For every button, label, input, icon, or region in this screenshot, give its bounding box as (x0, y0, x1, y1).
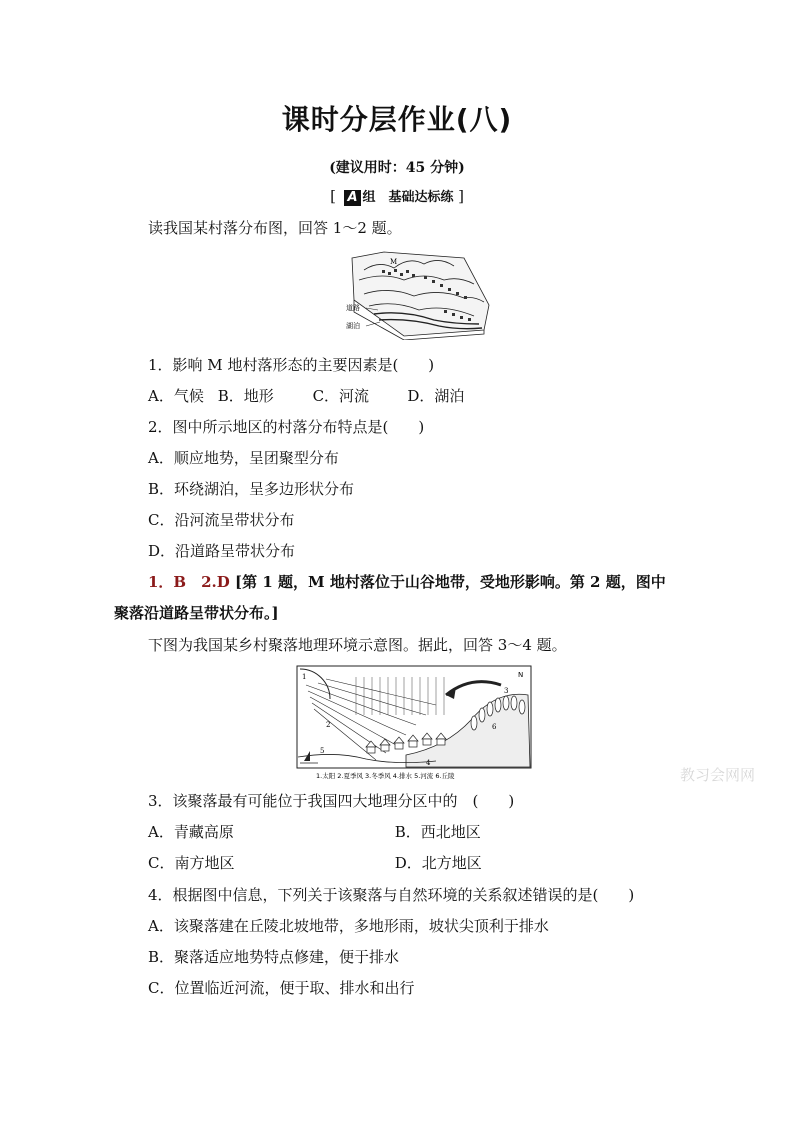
intro-q1-2: 读我国某村落分布图，回答 1～2 题。 (148, 219, 402, 237)
group-label: 组 基础达标练 (362, 190, 454, 205)
village-distribution-figure (344, 250, 494, 340)
figure1-label-lake: 湖泊 (346, 322, 360, 330)
figure2-caption: 1.太阳 2.夏季风 3.冬季风 4.排水 5.河流 6.丘陵 (316, 772, 455, 780)
q3-options-row1 (148, 821, 481, 842)
q3-option-c: C．南方地区 (148, 854, 235, 872)
q3-options-row2 (148, 852, 482, 873)
question-4-stem: 4．根据图中信息，下列关于该聚落与自然环境的关系叙述错误的是( ) (148, 886, 635, 904)
figure2-num-3: 3 (504, 687, 509, 695)
q2-option-d: D．沿道路呈带状分布 (148, 542, 296, 560)
q2-option-a: A．顺应地势，呈团聚型分布 (148, 449, 339, 467)
q3-option-a: A．青藏高原 (148, 823, 234, 841)
q4-option-c: C．位置临近河流，便于取、排水和出行 (148, 979, 415, 997)
answer-explanation-line1: [第 1 题，M 地村落位于山谷地带，受地形影响。第 2 题，图中 (235, 573, 666, 591)
watermark: 教习会网网 (680, 766, 756, 784)
q4-option-b: B．聚落适应地势特点修建，便于排水 (148, 948, 400, 966)
figure1-label-road: 道路 (346, 304, 360, 312)
q1-option-b: B．地形 (217, 387, 274, 405)
q4-option-a: A．该聚落建在丘陵北坡地带，多地形雨，坡状尖顶利于排水 (148, 917, 549, 935)
figure2-num-4: 4 (426, 759, 431, 767)
question-1-options (148, 385, 464, 406)
q1-option-a: A．气候 (148, 387, 204, 405)
question-2-stem: 2．图中所示地区的村落分布特点是( ) (148, 418, 425, 436)
question-3-stem: 3．该聚落最有可能位于我国四大地理分区中的 ( ) (148, 792, 515, 810)
figure2-north-label: N (518, 671, 524, 679)
intro-q3-4: 下图为我国某乡村聚落地理环境示意图。据此，回答 3～4 题。 (148, 636, 567, 654)
figure2-num-1: 1 (302, 673, 307, 681)
answer-keys: 1．B 2.D (148, 573, 230, 591)
settlement-environment-figure (296, 665, 532, 782)
question-1-stem: 1．影响 M 地村落形态的主要因素是( ) (148, 356, 435, 374)
q2-option-b: B．环绕湖泊，呈多边形状分布 (148, 480, 355, 498)
q1-option-d: D．湖泊 (407, 387, 465, 405)
figure2-num-6: 6 (492, 723, 497, 731)
q3-option-d: D．北方地区 (394, 854, 482, 872)
answer-explanation-line2: 聚落沿道路呈带状分布。] (114, 604, 279, 622)
q1-option-c: C．河流 (312, 387, 370, 405)
answer-1-2 (148, 571, 666, 592)
figure2-num-5: 5 (320, 747, 325, 755)
group-tag: [ A 组 基础达标练 ] (330, 187, 464, 205)
q3-option-b: B．西北地区 (394, 823, 481, 841)
figure1-label-m: M (390, 258, 398, 266)
figure2-num-2: 2 (326, 721, 331, 729)
page-title: 课时分层作业(八) (281, 103, 513, 136)
group-badge: A (344, 190, 360, 206)
page-subtitle: (建议用时：45 分钟) (329, 160, 465, 176)
q2-option-c: C．沿河流呈带状分布 (148, 511, 295, 529)
